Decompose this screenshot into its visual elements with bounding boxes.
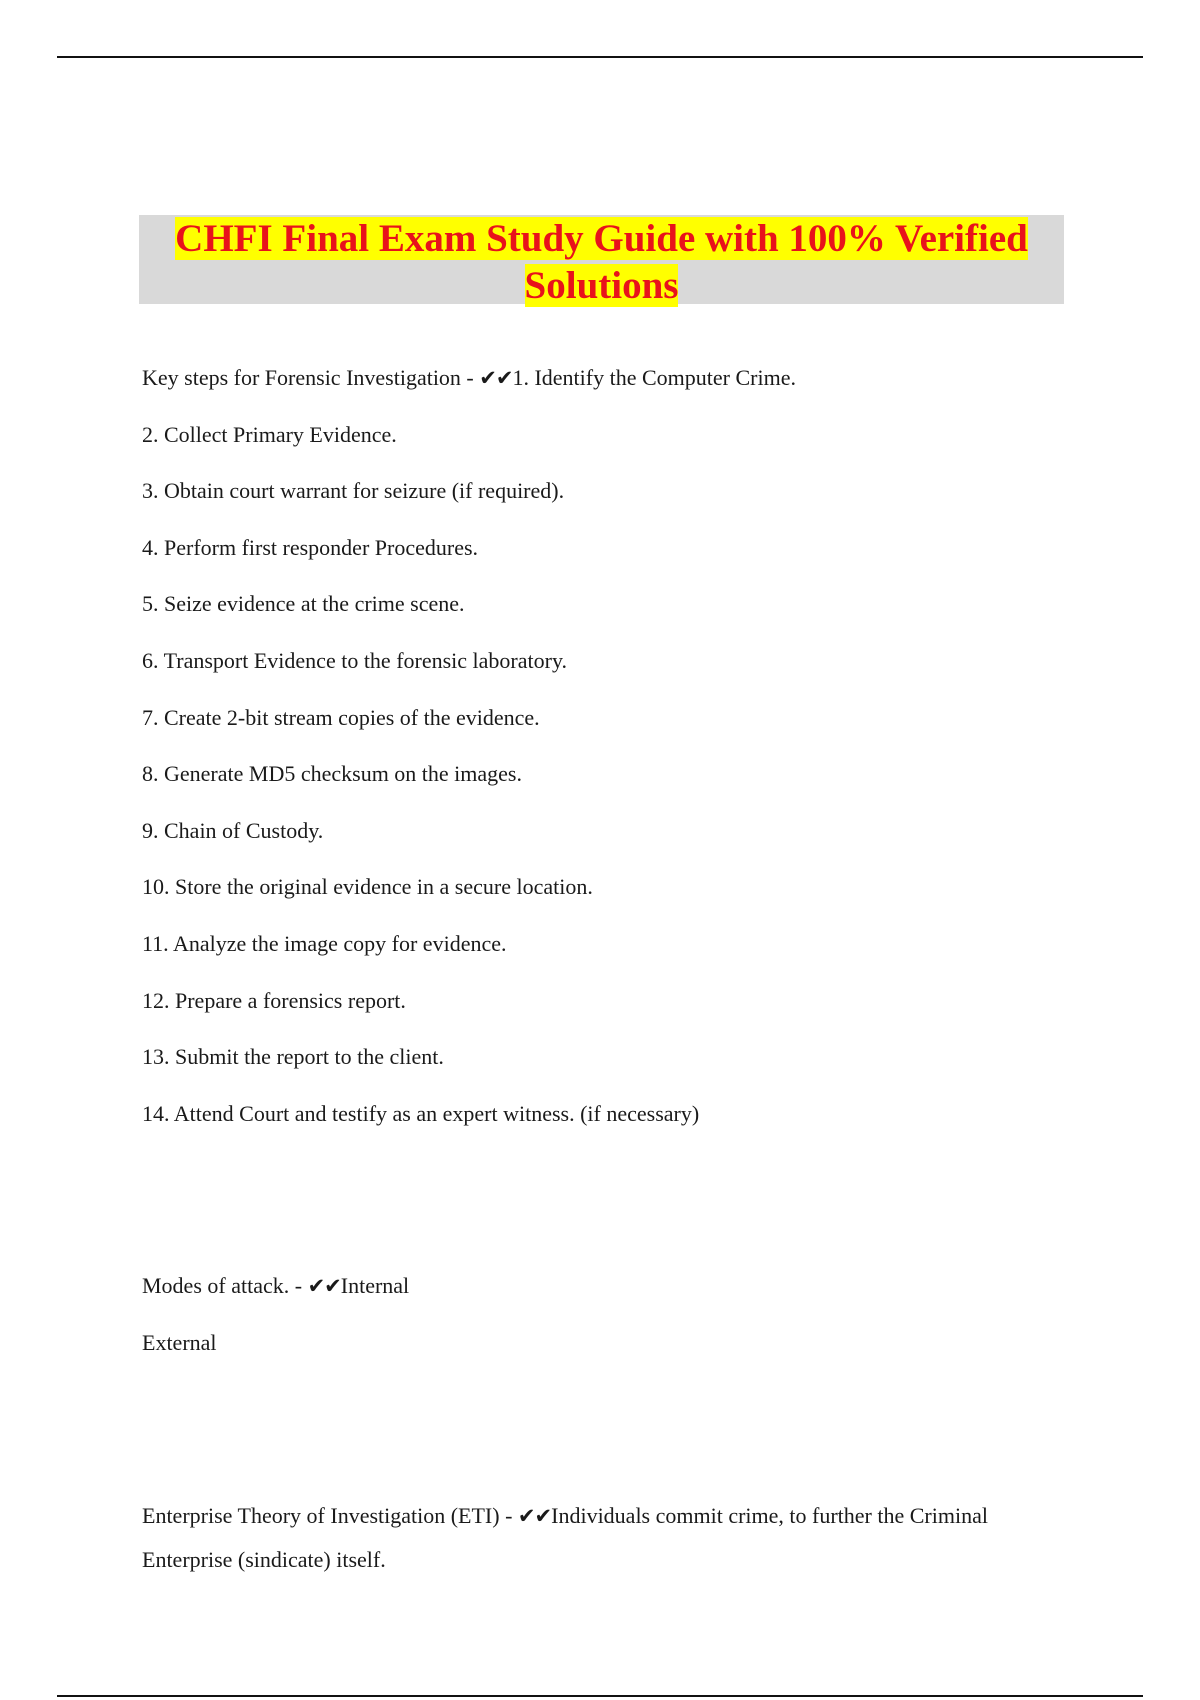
spacer — [142, 1156, 1082, 1272]
bottom-rule — [57, 1695, 1143, 1697]
document-body — [142, 364, 1082, 1581]
answer-text: Individuals commit crime, to further the Criminal Enterprise (sindicate) itself. — [142, 1502, 988, 1572]
answer-line: 6. Transport Evidence to the forensic laboratory. — [142, 647, 568, 673]
top-rule — [57, 56, 1143, 58]
answer-line: 4. Perform first responder Procedures. — [142, 534, 479, 560]
answer-line: 12. Prepare a forensics report. — [142, 987, 406, 1013]
question-text: Modes of attack. - — [142, 1273, 308, 1299]
double-check-icon: ✔✔ — [479, 366, 513, 390]
qa-item-forensic-steps — [142, 364, 1082, 421]
answer-line: 9. Chain of Custody. — [142, 817, 324, 843]
answer-line: 8. Generate MD5 checksum on the images. — [142, 761, 522, 787]
answer-text: Internal — [340, 1273, 410, 1299]
answer-line: 14. Attend Court and testify as an expert witness. (if necessary) — [142, 1100, 700, 1126]
answer-line: 10. Store the original evidence in a secure location. — [142, 874, 593, 900]
double-check-icon: ✔✔ — [307, 1274, 341, 1299]
spacer — [142, 1386, 1082, 1502]
question-text: Enterprise Theory of Investigation (ETI) - — [142, 1502, 518, 1528]
answer-line: 2. Collect Primary Evidence. — [142, 421, 397, 447]
answer-line: 7. Create 2-bit stream copies of the evidence. — [142, 704, 540, 730]
qa-item-modes-of-attack — [142, 1272, 1082, 1329]
answer-line: 3. Obtain court warrant for seizure (if required). — [142, 478, 565, 504]
answer-line: 13. Submit the report to the client. — [142, 1044, 444, 1070]
answer-line: External — [142, 1329, 217, 1355]
qa-item-eti — [142, 1494, 1082, 1581]
double-check-icon: ✔✔ — [517, 1503, 552, 1528]
title-banner — [139, 215, 1064, 307]
answer-text: 1. Identify the Computer Crime. — [512, 365, 796, 390]
document-title: CHFI Final Exam Study Guide with 100% Verified Solutions — [175, 217, 1028, 307]
question-text: Key steps for Forensic Investigation - — [142, 365, 480, 390]
answer-line: 11. Analyze the image copy for evidence. — [142, 930, 507, 956]
answer-line: 5. Seize evidence at the crime scene. — [142, 591, 465, 617]
